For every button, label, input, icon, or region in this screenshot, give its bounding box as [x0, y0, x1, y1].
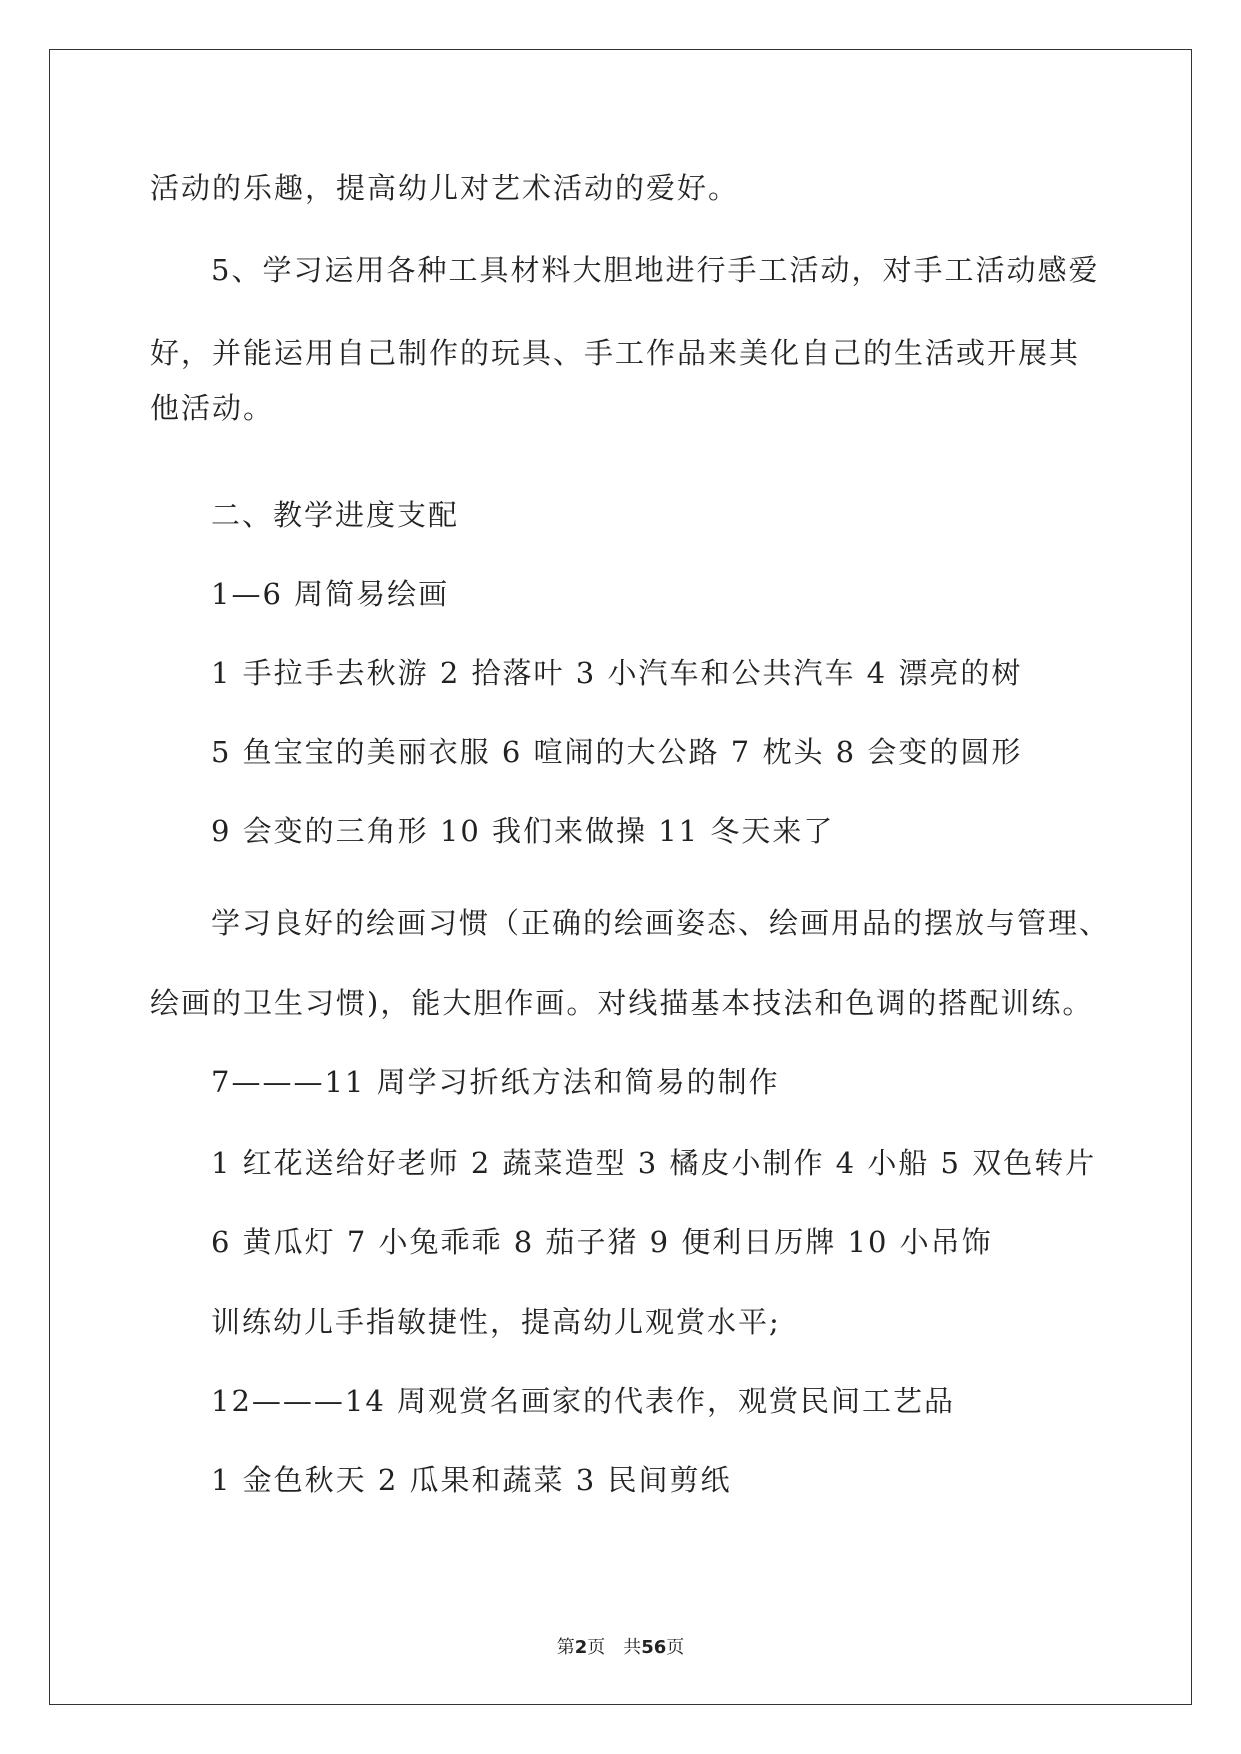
text-line: 7———11 周学习折纸方法和简易的制作: [211, 1065, 780, 1099]
footer-prefix: 第: [556, 1637, 575, 1658]
text-line: 6 黄瓜灯 7 小兔乖乖 8 茄子猪 9 便利日历牌 10 小吊饰: [211, 1225, 993, 1259]
footer-middle: 页 共: [587, 1637, 642, 1658]
text-line: 活动的乐趣，提高幼儿对艺术活动的爱好。: [150, 171, 740, 205]
footer-suffix: 页: [666, 1637, 685, 1658]
text-line: 训练幼儿手指敏捷性，提高幼儿观赏水平;: [211, 1305, 781, 1339]
text-line: 他活动。: [150, 391, 275, 425]
text-line: 1 红花送给好老师 2 蔬菜造型 3 橘皮小制作 4 小船 5 双色转片: [211, 1146, 1097, 1180]
page-frame: [49, 49, 1192, 1705]
text-line: 好，并能运用自己制作的玩具、手工作品来美化自己的生活或开展其: [150, 336, 1081, 370]
text-line: 5 鱼宝宝的美丽衣服 6 喧闹的大公路 7 枕头 8 会变的圆形: [211, 735, 1023, 769]
text-line: 1—6 周简易绘画: [211, 577, 450, 611]
total-page-number: 56: [641, 1637, 667, 1658]
text-line: 1 手拉手去秋游 2 拾落叶 3 小汽车和公共汽车 4 漂亮的树: [211, 656, 1023, 690]
text-line: 12———14 周观赏名画家的代表作，观赏民间工艺品: [211, 1384, 956, 1418]
current-page-number: 2: [574, 1637, 588, 1658]
text-line: 绘画的卫生习惯)，能大胆作画。对线描基本技法和色调的搭配训练。: [150, 986, 1094, 1020]
text-line: 5、学习运用各种工具材料大胆地进行手工活动，对手工活动感爱: [211, 253, 1100, 287]
text-line: 9 会变的三角形 10 我们来做操 11 冬天来了: [211, 814, 835, 848]
text-line: 1 金色秋天 2 瓜果和蔬菜 3 民间剪纸: [211, 1463, 732, 1497]
section-heading: 二、教学进度支配: [211, 498, 460, 532]
text-line: 学习良好的绘画习惯（正确的绘画姿态、绘画用品的摆放与管理、: [211, 906, 1111, 940]
page-footer: [0, 1636, 1241, 1660]
